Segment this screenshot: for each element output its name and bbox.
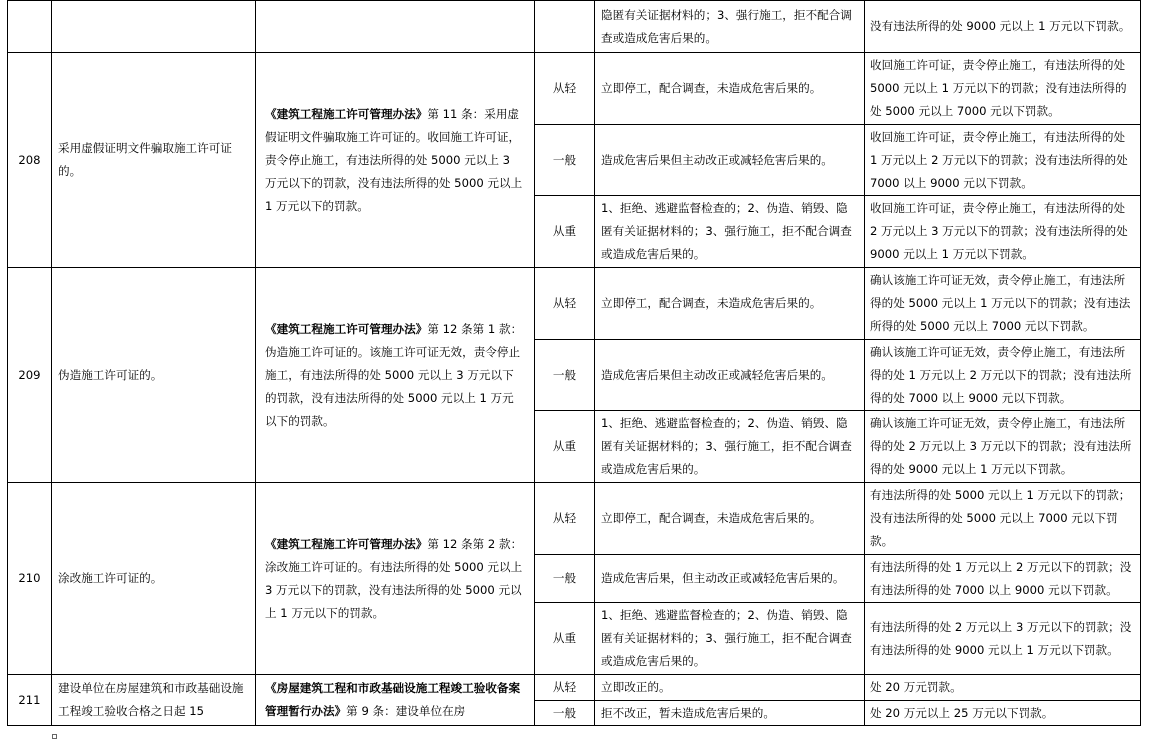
table-row bbox=[8, 53, 1141, 125]
condition-cell: 造成危害后果但主动改正或减轻危害后果的。 bbox=[595, 125, 865, 196]
condition-cell: 1、拒绝、逃避监督检查的；2、伪造、销毁、隐匿有关证据材料的；3、强行施工，拒不配合调查或造成危害后果的。 bbox=[595, 196, 865, 268]
legal-basis-cell bbox=[256, 268, 535, 483]
penalty-cell: 有违法所得的处 5000 元以上 1 万元以下的罚款；没有违法所得的处 5000 元以上 7000 元以下罚款。 bbox=[865, 483, 1141, 555]
table-row bbox=[8, 268, 1141, 340]
penalty-cell: 收回施工许可证，责令停止施工，有违法所得的处 1 万元以上 2 万元以下的罚款；没有违法所得的处 7000 以上 9000 元以下罚款。 bbox=[865, 125, 1141, 196]
level-cell bbox=[535, 1, 595, 53]
level-cell: 从重 bbox=[535, 411, 595, 483]
law-title: 《房屋建筑工程和市政基础设施工程竣工验收备案管理暂行办法》 bbox=[265, 681, 521, 718]
level-cell: 一般 bbox=[535, 340, 595, 411]
penalty-cell: 确认该施工许可证无效，责令停止施工，有违法所得的处 5000 元以上 1 万元以下的罚款；没有违法所得的处 5000 元以上 7000 元以下罚款。 bbox=[865, 268, 1141, 340]
level-cell: 从轻 bbox=[535, 53, 595, 125]
law-title: 《建筑工程施工许可管理办法》 bbox=[265, 106, 428, 121]
level-cell: 从轻 bbox=[535, 268, 595, 340]
law-title: 《建筑工程施工许可管理办法》 bbox=[265, 321, 428, 336]
table-row bbox=[8, 675, 1141, 701]
legal-basis-cell bbox=[256, 675, 535, 726]
item-cell: 采用虚假证明文件骗取施工许可证的。 bbox=[52, 53, 256, 268]
item-number-cell: 209 bbox=[8, 268, 52, 483]
penalty-cell: 收回施工许可证，责令停止施工，有违法所得的处 5000 元以上 1 万元以下的罚款；没有违法所得的处 5000 元以上 7000 元以下罚款。 bbox=[865, 53, 1141, 125]
legal-basis-cell bbox=[256, 53, 535, 268]
penalty-cell: 有违法所得的处 2 万元以上 3 万元以下的罚款；没有违法所得的处 9000 元以上 1 万元以下罚款。 bbox=[865, 603, 1141, 675]
level-cell: 从重 bbox=[535, 196, 595, 268]
item-number-cell bbox=[8, 1, 52, 53]
table-row-continuation bbox=[8, 1, 1141, 53]
penalty-standards-table bbox=[7, 0, 1141, 726]
penalty-cell: 处 20 万元以上 25 万元以下罚款。 bbox=[865, 701, 1141, 726]
paragraph-mark-icon bbox=[52, 734, 57, 739]
condition-cell: 立即改正的。 bbox=[595, 675, 865, 701]
penalty-cell: 有违法所得的处 1 万元以上 2 万元以下的罚款；没有违法所得的处 7000 以上 9000 元以下罚款。 bbox=[865, 555, 1141, 603]
condition-cell: 立即停工，配合调查，未造成危害后果的。 bbox=[595, 483, 865, 555]
table-row bbox=[8, 483, 1141, 555]
condition-cell: 拒不改正，暂未造成危害后果的。 bbox=[595, 701, 865, 726]
item-cell bbox=[52, 1, 256, 53]
level-cell: 一般 bbox=[535, 125, 595, 196]
level-cell: 从重 bbox=[535, 603, 595, 675]
legal-basis-cell bbox=[256, 1, 535, 53]
condition-cell: 造成危害后果，但主动改正或减轻危害后果的。 bbox=[595, 555, 865, 603]
level-cell: 一般 bbox=[535, 701, 595, 726]
item-number-cell: 211 bbox=[8, 675, 52, 726]
condition-cell: 隐匿有关证据材料的；3、强行施工，拒不配合调查或造成危害后果的。 bbox=[595, 1, 865, 53]
item-number-cell: 210 bbox=[8, 483, 52, 675]
legal-basis-cell bbox=[256, 483, 535, 675]
penalty-cell: 处 20 万元罚款。 bbox=[865, 675, 1141, 701]
condition-cell: 1、拒绝、逃避监督检查的；2、伪造、销毁、隐匿有关证据材料的；3、强行施工，拒不配合调查或造成危害后果的。 bbox=[595, 603, 865, 675]
level-cell: 从轻 bbox=[535, 675, 595, 701]
item-number-cell: 208 bbox=[8, 53, 52, 268]
condition-cell: 立即停工，配合调查，未造成危害后果的。 bbox=[595, 268, 865, 340]
law-text: 第 12 条第 2 款：涂改施工许可证的。有违法所得的处 5000 元以上 3 万元以下的罚款，没有违法所得的处 5000 元以上 1 万元以下的罚款。 bbox=[265, 536, 523, 620]
penalty-cell: 确认该施工许可证无效，责令停止施工，有违法所得的处 2 万元以上 3 万元以下的罚款；没有违法所得的处 9000 元以上 1 万元以下罚款。 bbox=[865, 411, 1141, 483]
condition-cell: 立即停工，配合调查，未造成危害后果的。 bbox=[595, 53, 865, 125]
condition-cell: 造成危害后果但主动改正或减轻危害后果的。 bbox=[595, 340, 865, 411]
law-text: 第 9 条：建设单位在房 bbox=[346, 704, 466, 718]
level-cell: 一般 bbox=[535, 555, 595, 603]
law-title: 《建筑工程施工许可管理办法》 bbox=[265, 536, 428, 551]
penalty-cell: 收回施工许可证，责令停止施工，有违法所得的处 2 万元以上 3 万元以下的罚款；没有违法所得的处 9000 元以上 1 万元以下罚款。 bbox=[865, 196, 1141, 268]
level-cell: 从轻 bbox=[535, 483, 595, 555]
penalty-cell: 确认该施工许可证无效，责令停止施工，有违法所得的处 1 万元以上 2 万元以下的罚款；没有违法所得的处 7000 以上 9000 元以下罚款。 bbox=[865, 340, 1141, 411]
item-cell: 伪造施工许可证的。 bbox=[52, 268, 256, 483]
law-text: 第 11 条：采用虚假证明文件骗取施工许可证的。收回施工许可证，责令停止施工，有违法所得的处 5000 元以上 3 万元以下的罚款，没有违法所得的处 5000 元以上 1 万元以下的罚款。 bbox=[265, 106, 523, 213]
condition-cell: 1、拒绝、逃避监督检查的；2、伪造、销毁、隐匿有关证据材料的；3、强行施工，拒不配合调查或造成危害后果的。 bbox=[595, 411, 865, 483]
penalty-cell: 没有违法所得的处 9000 元以上 1 万元以下罚款。 bbox=[865, 1, 1141, 53]
item-cell: 建设单位在房屋建筑和市政基础设施工程竣工验收合格之日起 15 bbox=[52, 675, 256, 726]
law-text: 第 12 条第 1 款：伪造施工许可证的。该施工许可证无效，责令停止施工，有违法所得的处 5000 元以上 3 万元以下的罚款，没有违法所得的处 5000 元以上 1 万元以下的罚款。 bbox=[265, 321, 523, 428]
item-cell: 涂改施工许可证的。 bbox=[52, 483, 256, 675]
